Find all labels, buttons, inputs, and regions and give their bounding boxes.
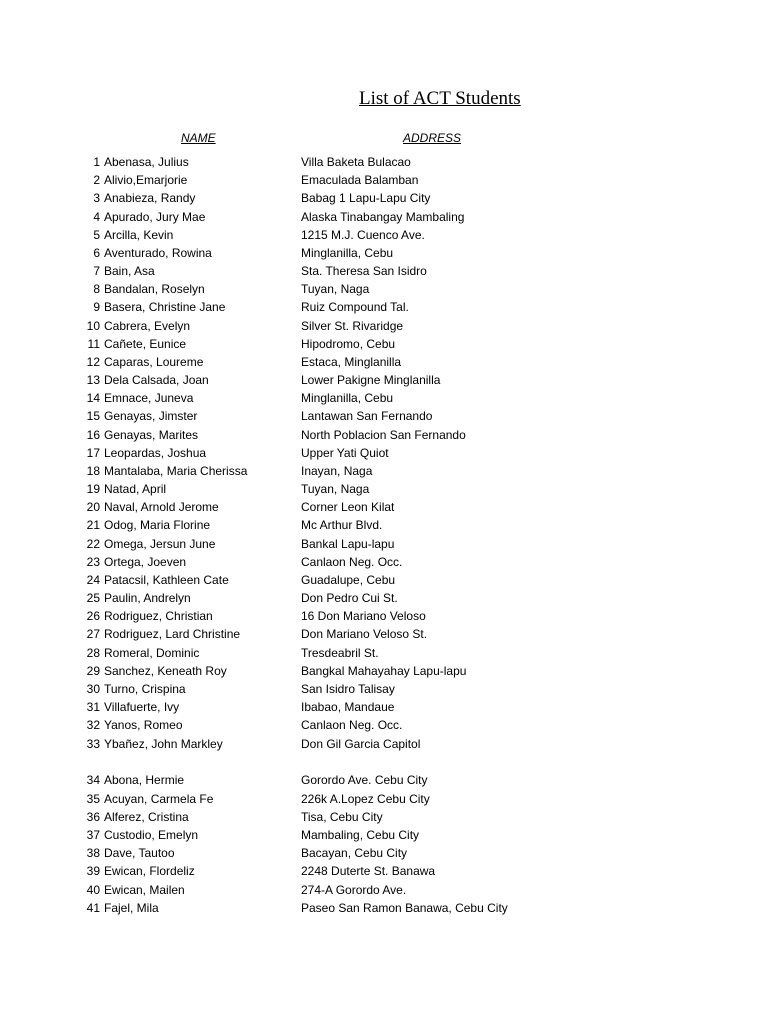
student-address: Mambaling, Cebu City	[301, 827, 420, 842]
student-name: Turno, Crispina	[104, 681, 186, 696]
student-name: Ewican, Mailen	[104, 882, 185, 897]
student-address: Don Pedro Cui St.	[301, 591, 398, 606]
student-row	[0, 462, 768, 480]
student-number: 28	[86, 645, 100, 660]
student-address: Bangkal Mahayahay Lapu-lapu	[301, 663, 467, 678]
student-number: 30	[86, 681, 100, 696]
student-number: 12	[86, 354, 100, 369]
student-address: Sta. Theresa San Isidro	[301, 264, 427, 279]
student-name: Abenasa, Julius	[104, 155, 189, 169]
student-address: Mc Arthur Blvd.	[301, 518, 383, 533]
student-row	[0, 716, 768, 734]
student-name: Mantalaba, Maria Cherissa	[104, 463, 248, 478]
page-title: List of ACT Students	[359, 88, 521, 109]
student-number: 2	[93, 173, 100, 188]
student-name: Genayas, Marites	[104, 427, 199, 442]
student-number: 8	[93, 282, 100, 297]
student-row	[0, 498, 768, 516]
student-number: 13	[86, 373, 100, 388]
student-name: Ewican, Flordeliz	[104, 864, 195, 879]
student-address: Minglanilla, Cebu	[301, 245, 394, 260]
address-column-header: ADDRESS	[403, 131, 462, 145]
student-address: Paseo San Ramon Banawa, Cebu City	[301, 900, 508, 915]
student-name: Villafuerte, Ivy	[104, 700, 180, 715]
student-number: 4	[93, 209, 100, 224]
student-number: 38	[86, 846, 100, 861]
student-address: San Isidro Talisay	[301, 681, 395, 696]
student-name: Alferez, Cristina	[104, 809, 189, 824]
student-number: 33	[86, 736, 100, 751]
student-list	[0, 153, 768, 917]
student-number: 22	[86, 536, 100, 551]
student-name: Abona, Hermie	[104, 773, 185, 788]
student-number: 26	[86, 609, 100, 624]
student-number: 29	[86, 663, 100, 678]
student-row	[0, 881, 768, 899]
student-name: Caparas, Loureme	[104, 354, 204, 369]
student-row	[0, 571, 768, 589]
student-number: 14	[86, 391, 100, 406]
student-address: Upper Yati Quiot	[301, 445, 389, 460]
student-name: Anabieza, Randy	[104, 191, 196, 206]
student-number: 27	[86, 627, 100, 642]
student-name: Naval, Arnold Jerome	[104, 500, 219, 515]
student-address: Emaculada Balamban	[301, 173, 419, 188]
student-name: Bandalan, Roselyn	[104, 282, 205, 297]
student-address: Hipodromo, Cebu	[301, 336, 396, 351]
student-address: Tresdeabril St.	[301, 645, 379, 660]
student-address: Ibabao, Mandaue	[301, 700, 395, 715]
student-address: North Poblacion San Fernando	[301, 427, 466, 442]
student-row	[0, 553, 768, 571]
student-row	[0, 389, 768, 407]
student-name: Cabrera, Evelyn	[104, 318, 191, 333]
student-row	[0, 535, 768, 553]
student-name: Basera, Christine Jane	[104, 300, 226, 315]
student-address: 274-A Gorordo Ave.	[301, 882, 407, 897]
student-row	[0, 662, 768, 680]
student-name: Custodio, Emelyn	[104, 827, 199, 842]
student-row	[0, 171, 768, 189]
student-number: 21	[86, 518, 100, 533]
student-name: Rodriguez, Lard Christine	[104, 627, 241, 642]
student-row	[0, 698, 768, 716]
student-address: Bacayan, Cebu City	[301, 846, 408, 861]
student-name: Ybañez, John Markley	[104, 736, 223, 751]
student-number: 18	[86, 463, 100, 478]
student-number: 34	[86, 773, 100, 788]
student-address: Minglanilla, Cebu	[301, 391, 394, 406]
student-address: Villa Baketa Bulacao	[301, 155, 411, 169]
student-name: Odog, Maria Florine	[104, 518, 211, 533]
student-name: Patacsil, Kathleen Cate	[104, 572, 229, 587]
student-row	[0, 280, 768, 298]
student-number: 11	[87, 336, 100, 351]
student-row	[0, 607, 768, 625]
student-number: 16	[86, 427, 100, 442]
student-address: Lower Pakigne Minglanilla	[301, 373, 441, 388]
student-address: 2248 Duterte St. Banawa	[301, 864, 436, 879]
student-address: Tisa, Cebu City	[301, 809, 383, 824]
student-name: Leopardas, Joshua	[104, 445, 207, 460]
student-number: 1	[93, 155, 100, 169]
student-number: 25	[86, 591, 100, 606]
student-name: Apurado, Jury Mae	[104, 209, 206, 224]
student-name: Arcilla, Kevin	[104, 227, 174, 242]
student-number: 39	[86, 864, 100, 879]
student-address: 1215 M.J. Cuenco Ave.	[301, 227, 425, 242]
student-address: Tuyan, Naga	[301, 282, 370, 297]
student-number: 10	[86, 318, 100, 333]
student-row	[0, 808, 768, 826]
student-address: Inayan, Naga	[301, 463, 373, 478]
student-number: 24	[86, 572, 100, 587]
student-row	[0, 771, 768, 789]
student-row	[0, 153, 768, 171]
student-number: 36	[86, 809, 100, 824]
student-row	[0, 625, 768, 643]
student-address: Don Gil Garcia Capitol	[301, 736, 421, 751]
student-number: 9	[93, 300, 100, 315]
student-row	[0, 426, 768, 444]
student-number: 15	[86, 409, 100, 424]
student-number: 17	[86, 445, 100, 460]
student-number: 20	[86, 500, 100, 515]
student-row	[0, 444, 768, 462]
student-number: 6	[93, 245, 100, 260]
student-address: Estaca, Minglanilla	[301, 354, 402, 369]
student-row	[0, 826, 768, 844]
name-column-header: NAME	[181, 131, 216, 145]
student-row	[0, 680, 768, 698]
student-address: 226k A.Lopez Cebu City	[301, 791, 430, 806]
student-name: Cañete, Eunice	[104, 336, 187, 351]
student-name: Bain, Asa	[104, 264, 155, 279]
student-address: Gorordo Ave. Cebu City	[301, 773, 428, 788]
student-row	[0, 407, 768, 425]
student-address: Lantawan San Fernando	[301, 409, 433, 424]
student-name: Rodriguez, Christian	[104, 609, 213, 624]
student-name: Sanchez, Keneath Roy	[104, 663, 227, 678]
student-row	[0, 790, 768, 808]
student-number: 37	[86, 827, 100, 842]
student-address: Alaska Tinabangay Mambaling	[301, 209, 465, 224]
student-name: Acuyan, Carmela Fe	[104, 791, 214, 806]
student-number: 40	[86, 882, 100, 897]
student-name: Natad, April	[104, 482, 167, 497]
student-address: Corner Leon Kilat	[301, 500, 395, 515]
student-name: Ortega, Joeven	[104, 554, 187, 569]
student-name: Aventurado, Rowina	[104, 245, 212, 260]
student-row	[0, 516, 768, 534]
student-address: Ruiz Compound Tal.	[301, 300, 409, 315]
student-row	[0, 899, 768, 917]
student-address: Canlaon Neg. Occ.	[301, 718, 403, 733]
student-address: 16 Don Mariano Veloso	[301, 609, 426, 624]
student-row	[0, 244, 768, 262]
student-number: 19	[86, 482, 100, 497]
student-number: 41	[86, 900, 100, 915]
student-row	[0, 189, 768, 207]
student-row	[0, 735, 768, 753]
student-name: Dela Calsada, Joan	[104, 373, 209, 388]
student-number: 35	[86, 791, 100, 806]
student-number: 7	[93, 264, 100, 279]
student-row	[0, 862, 768, 880]
student-name: Fajel, Mila	[104, 900, 159, 915]
student-address: Guadalupe, Cebu	[301, 572, 396, 587]
student-row	[0, 208, 768, 226]
student-row	[0, 298, 768, 316]
student-row	[0, 844, 768, 862]
student-name: Alivio,Emarjorie	[104, 173, 188, 188]
student-row	[0, 335, 768, 353]
student-row	[0, 480, 768, 498]
student-name: Genayas, Jimster	[104, 409, 198, 424]
student-address: Tuyan, Naga	[301, 482, 370, 497]
student-row	[0, 353, 768, 371]
student-address: Babag 1 Lapu-Lapu City	[301, 191, 431, 206]
student-number: 3	[93, 191, 100, 206]
student-name: Dave, Tautoo	[104, 846, 175, 861]
student-address: Bankal Lapu-lapu	[301, 536, 395, 551]
student-name: Yanos, Romeo	[104, 718, 183, 733]
student-row	[0, 317, 768, 335]
student-address: Don Mariano Veloso St.	[301, 627, 428, 642]
student-row	[0, 644, 768, 662]
student-name: Emnace, Juneva	[104, 391, 194, 406]
student-number: 31	[86, 700, 100, 715]
student-row	[0, 589, 768, 607]
student-name: Paulin, Andrelyn	[104, 591, 191, 606]
student-number: 23	[86, 554, 100, 569]
student-address: Silver St. Rivaridge	[301, 318, 404, 333]
student-number: 5	[93, 227, 100, 242]
student-name: Romeral, Dominic	[104, 645, 200, 660]
student-row	[0, 262, 768, 280]
student-address: Canlaon Neg. Occ.	[301, 554, 403, 569]
student-name: Omega, Jersun June	[104, 536, 216, 551]
student-row	[0, 226, 768, 244]
student-number: 32	[86, 718, 100, 733]
student-row	[0, 371, 768, 389]
